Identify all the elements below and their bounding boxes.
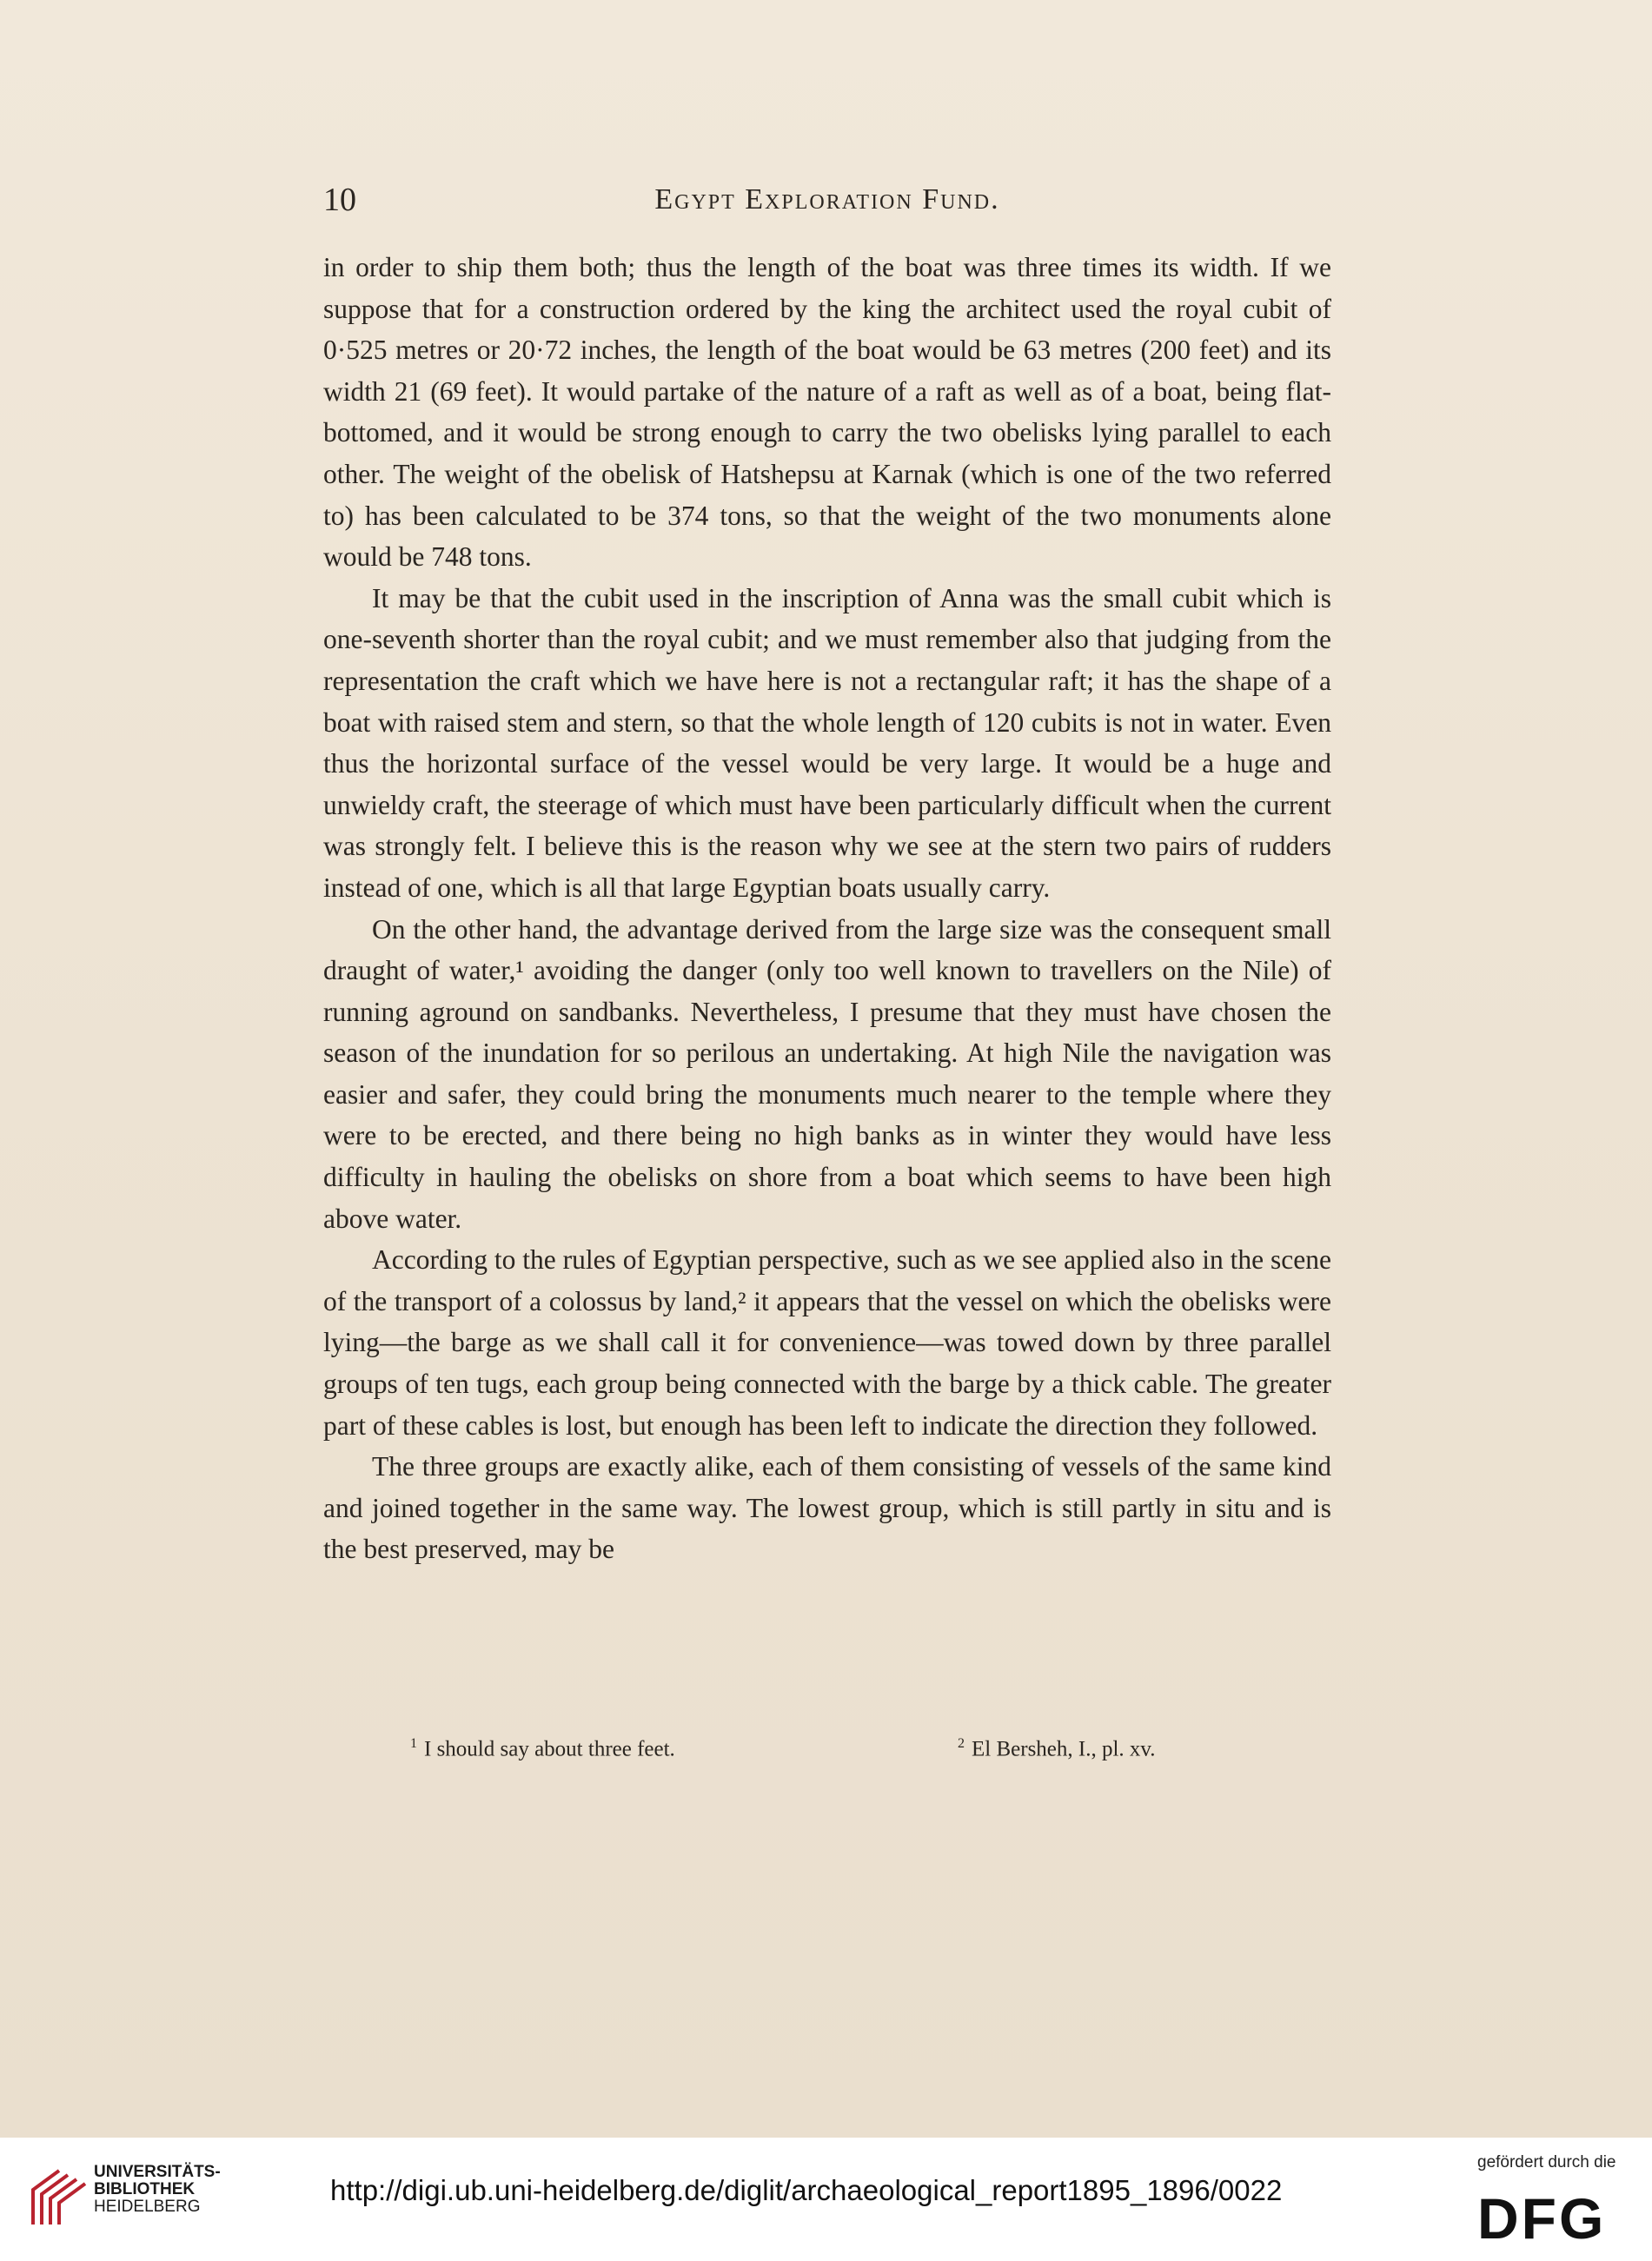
- footnotes: [323, 1725, 1331, 1763]
- footnote-1: [410, 1725, 675, 1768]
- footnote-2-marker: 2: [958, 1736, 965, 1751]
- footer-bar: [0, 2138, 1652, 2261]
- library-name-line-2: BIBLIOTHEK: [94, 2180, 196, 2198]
- page-number: 10: [323, 182, 356, 218]
- footnote-2-text: El Bersheh, I., pl. xv.: [972, 1737, 1156, 1761]
- footnote-1-marker: 1: [410, 1736, 417, 1751]
- paragraph-2: It may be that the cubit used in the inscription of Anna was the small cubit which is one-seventh shorter than the royal cubit; and we must remember also that judging from the representation the craft which we have here is not a rectangular raft; it has the shape of a boat with raised stem and stern, so that the whole length of 120 cubits is not in water. Even thus the horizontal surface of the vessel would be very large. It would be a huge and unwieldy craft, the steerage of which must have been particularly difficult when the current was strongly felt. I believe this is the reason why we see at the stern two pairs of rudders instead of one, which is all that large Egyptian boats usually carry.: [323, 582, 1331, 903]
- library-name-line-1: UNIVERSITÄTS-: [94, 2163, 221, 2181]
- library-name: [94, 2164, 221, 2216]
- paragraph-3: On the other hand, the advantage derived from the large size was the consequent small draught of water,¹ avoiding the danger (only too well known to travellers on the Nile) of running aground on sandbanks. Nevertheless, I presume that they must have chosen the season of the inundation for so perilous an undertaking. At high Nile the navigation was easier and safer, they could bring the monuments much nearer to the temple where they were to be erected, and there being no high banks as in winter they would have less difficulty in hauling the obelisks on shore from a boat which seems to have been high above water.: [323, 913, 1331, 1234]
- paragraph-4: According to the rules of Egyptian perspective, such as we see applied also in the scene of the transport of a colossus by land,² it appears that the vessel on which the obelisks were lying—the barge as we shall call it for convenience—was towed down by three parallel groups of ten tugs, each group being connected with the barge by a thick cable. The greater part of these cables is lost, but enough has been left to indicate the direction they followed.: [323, 1244, 1331, 1441]
- paragraph-1: in order to ship them both; thus the length of the boat was three times its width. If we suppose that for a construction ordered by the king the architect used the royal cubit of 0·525 metres or 20·72 inches, the length of the boat would be 63 metres (200 feet) and its width 21 (69 feet). It would partake of the nature of a raft as well as of a boat, being flat-bottomed, and it would be strong enough to carry the two obelisks lying parallel to each other. The weight of the obelisk of Hatshepsu at Karnak (which is one of the two referred to) has been calculated to be 374 tons, so that the weight of the two monuments alone would be 748 tons.: [323, 252, 1331, 573]
- running-title: Egypt Exploration Fund.: [654, 183, 1000, 215]
- footnote-2: [958, 1725, 1156, 1768]
- funded-by-label: gefördert durch die: [1477, 2153, 1616, 2171]
- page-header: [323, 174, 1331, 226]
- body-text: [323, 247, 1331, 1570]
- library-logo-icon: [24, 2164, 94, 2233]
- permalink-url[interactable]: http://digi.ub.uni-heidelberg.de/diglit/archaeological_report1895_1896/0022: [330, 2174, 1283, 2206]
- library-name-line-3: HEIDELBERG: [94, 2198, 201, 2216]
- dfg-logo: DFG: [1477, 2186, 1607, 2251]
- footnote-1-text: I should say about three feet.: [424, 1737, 675, 1761]
- paragraph-5: The three groups are exactly alike, each of them consisting of vessels of the same kind and joined together in the same way. The lowest group, which is still partly in situ and is the best preserved, may be: [323, 1451, 1331, 1565]
